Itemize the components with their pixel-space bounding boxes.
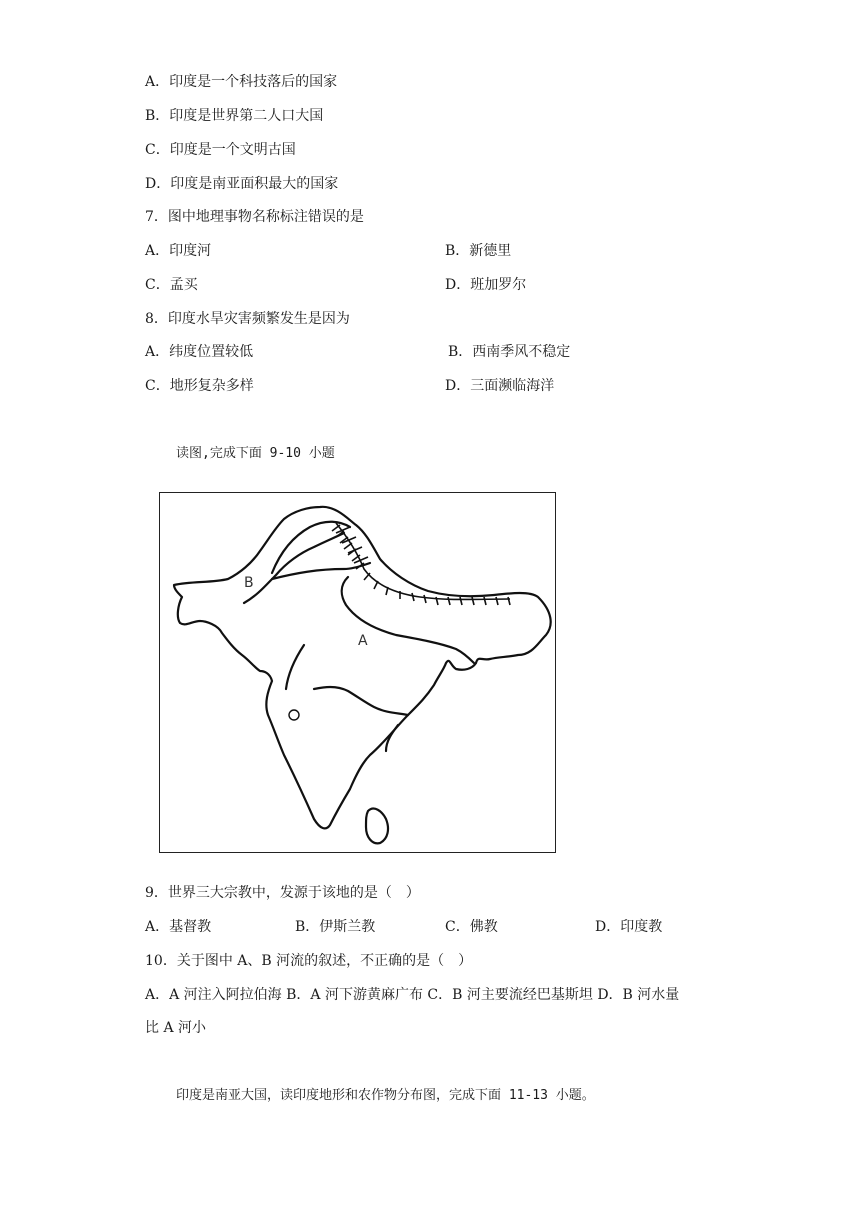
river-b-label: B — [244, 575, 254, 591]
q7-option-a: A．印度河 — [145, 243, 212, 259]
intro-9-10: 读图,完成下面 9-10 小题 — [176, 446, 335, 461]
q9-option-b: B．伊斯兰教 — [295, 919, 376, 935]
q9-option-c: C．佛教 — [445, 919, 498, 935]
q6-option-a: A．印度是一个科技落后的国家 — [145, 74, 338, 90]
sri-lanka-island — [366, 809, 388, 844]
q9-stem: 9．世界三大宗教中，发源于该地的是（ ） — [145, 885, 420, 901]
q8-option-c: C．地形复杂多样 — [145, 378, 254, 394]
western-ghats — [286, 645, 304, 689]
south-asia-map — [159, 492, 556, 853]
river-a-label: A — [358, 633, 368, 649]
map-drawing — [160, 493, 557, 854]
city-marker-circle — [289, 710, 299, 720]
q7-option-c: C．孟买 — [145, 277, 198, 293]
intro-11-13: 印度是南亚大国，读印度地形和农作物分布图，完成下面 11-13 小题。 — [176, 1088, 595, 1103]
mountain-hatches — [332, 525, 510, 605]
q6-option-c: C．印度是一个文明古国 — [145, 142, 296, 158]
q8-option-b: B．西南季风不稳定 — [448, 344, 571, 360]
q8-stem: 8．印度水旱灾害频繁发生是因为 — [145, 311, 350, 327]
q7-stem: 7．图中地理事物名称标注错误的是 — [145, 209, 364, 225]
coastline — [174, 507, 551, 829]
deccan-river — [314, 687, 408, 715]
q10-options-line2: 比 A 河小 — [145, 1020, 207, 1036]
q10-options-line1: A．A 河注入阿拉伯海 B．A 河下游黄麻广布 C．B 河主要流经巴基斯坦 D．B 河水量 — [145, 987, 680, 1003]
q6-option-d: D．印度是南亚面积最大的国家 — [145, 176, 339, 192]
himalaya-ridge — [332, 523, 510, 605]
q8-option-d: D．三面濒临海洋 — [445, 378, 555, 394]
q6-option-b: B．印度是世界第二人口大国 — [145, 108, 324, 124]
river-b — [244, 533, 344, 603]
q10-stem: 10．关于图中 A、B 河流的叙述，不正确的是（ ） — [145, 953, 473, 969]
q7-option-b: B．新德里 — [445, 243, 512, 259]
q8-option-a: A．纬度位置较低 — [145, 344, 254, 360]
q9-option-a: A．基督教 — [145, 919, 212, 935]
river-a — [342, 577, 474, 663]
q9-option-d: D．印度教 — [595, 919, 663, 935]
q7-option-d: D．班加罗尔 — [445, 277, 527, 293]
